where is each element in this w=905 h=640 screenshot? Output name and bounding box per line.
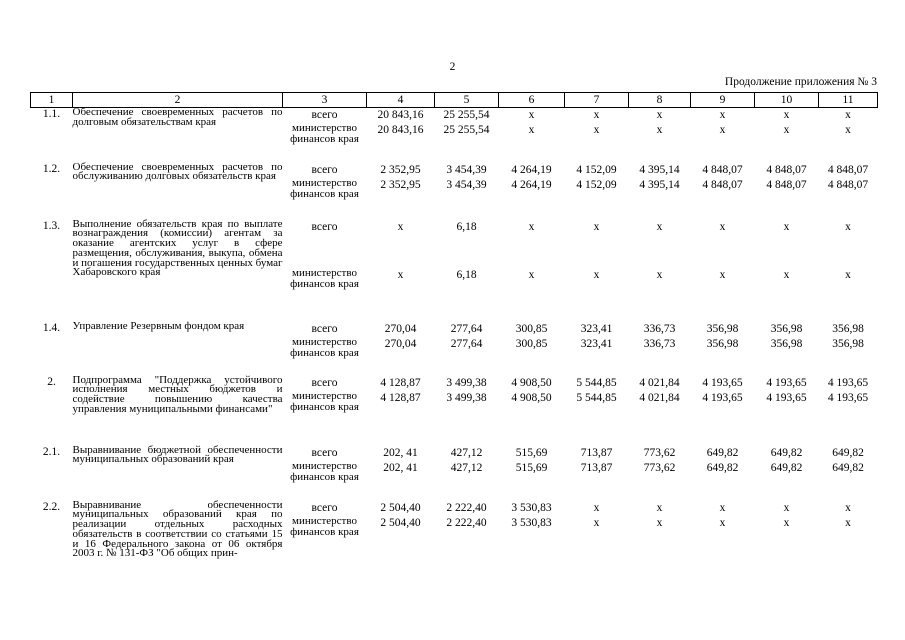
value-total: 4 848,07 [702,163,743,176]
value-total: x [593,220,600,233]
value-cell [565,322,629,376]
value-cell [435,376,499,446]
value-cell [691,220,755,322]
value-ministry: x [397,268,404,281]
value-ministry: 6,18 [456,268,477,281]
value-cell [367,376,435,446]
value-ministry: x [783,268,790,281]
value-cell [435,108,499,163]
value-cell [367,322,435,376]
table-row [31,376,878,446]
value-total: 649,82 [706,446,739,459]
value-ministry: 4 395,14 [639,178,680,191]
value-ministry: 3 530,83 [511,516,552,529]
value-cell [755,108,819,163]
value-total: 4 848,07 [766,163,807,176]
value-cell [755,501,819,596]
value-cell [499,501,565,596]
value-cell [755,446,819,501]
value-cell [819,322,878,376]
value-total: x [719,109,726,121]
value-cell [691,108,755,163]
value-cell [629,220,691,322]
executor-ministry-label: министерство финансов края [290,459,359,483]
value-total: x [528,109,535,121]
value-ministry: 3 454,39 [446,178,487,191]
value-ministry: 713,87 [580,461,613,474]
value-cell [499,446,565,501]
value-total: 25 255,54 [443,109,490,121]
value-ministry: x [845,516,851,529]
value-total: 3 454,39 [446,163,487,176]
value-ministry: 3 499,38 [446,391,487,404]
value-cell [629,501,691,596]
value-total: x [845,501,851,514]
executor-ministry-label: министерство финансов края [290,389,359,413]
page-number: 2 [449,61,456,73]
value-total: 649,82 [770,446,803,459]
value-total: 4 395,14 [639,163,680,176]
value-ministry: x [845,268,851,281]
value-total: 5 544,85 [576,376,617,389]
table-row [31,220,878,322]
value-cell [819,501,878,596]
value-cell [819,163,878,220]
executor-cell [283,108,367,163]
row-number: 1.3. [42,219,61,232]
value-cell [565,446,629,501]
col-header: 9 [691,93,755,108]
value-ministry: 2 504,40 [380,516,421,529]
value-total: 773,62 [643,446,676,459]
executor-cell [283,446,367,501]
row-number: 2. [47,375,56,388]
executor-cell [283,163,367,220]
col-header: 1 [31,93,73,108]
value-total: 270,04 [384,322,417,335]
value-total: 4 152,09 [576,163,617,176]
row-number: 2.1. [42,445,61,458]
value-cell [499,376,565,446]
value-ministry: x [656,516,663,529]
row-name: Выполнение обязательств края по выплате вознаграждения (комиссии) агентам за оказание агентских услуг в сфере размещения, обслуживания, выкупа, обмена и погашения государственных ценных бумаг Хабаровского края [72,217,283,279]
value-ministry: 4 128,87 [380,391,421,404]
col-header: 8 [629,93,691,108]
executor-cell [283,501,367,596]
value-total: 4 128,87 [380,376,421,389]
executor-total-label: всего [311,109,338,121]
executor-total-label: всего [311,220,338,233]
executor-cell [283,322,367,376]
row-name: Подпрограмма "Поддержка устойчивого исполнения местных бюджетов и содействие повышению качества управления муниципальными финансами" [72,373,283,415]
executor-ministry-label: министерство финансов края [290,514,359,538]
executor-ministry-label: министерство финансов края [290,335,359,359]
value-cell [435,446,499,501]
col-header: 2 [73,93,283,108]
value-cell [691,322,755,376]
value-total: 2 222,40 [446,501,487,514]
value-cell [367,220,435,322]
value-ministry: 2 222,40 [446,516,487,529]
value-total: 4 193,65 [702,376,743,389]
value-ministry: 270,04 [384,337,417,350]
value-ministry: x [528,124,535,136]
value-ministry: 4 264,19 [511,178,552,191]
value-total: 300,85 [515,322,548,335]
col-header: 11 [819,93,878,108]
value-ministry: 4 848,07 [766,178,807,191]
row-name: Выравнивание бюджетной обеспеченности муниципальных образований края [72,443,283,466]
value-total: 356,98 [770,322,803,335]
value-cell [629,108,691,163]
value-cell [435,163,499,220]
value-total: x [783,220,790,233]
value-total: 649,82 [832,446,864,459]
value-cell [565,163,629,220]
value-total: 3 499,38 [446,376,487,389]
value-ministry: 649,82 [832,461,864,474]
row-number: 2.2. [42,500,61,513]
value-cell [755,163,819,220]
value-ministry: 649,82 [706,461,739,474]
value-total: x [656,501,663,514]
value-ministry: 356,98 [706,337,739,350]
value-total: 515,69 [515,446,548,459]
row-number: 1.1. [42,108,61,120]
value-total: x [397,220,404,233]
value-cell [565,501,629,596]
value-cell [691,163,755,220]
value-cell [755,220,819,322]
value-ministry: 515,69 [515,461,548,474]
value-total: 4 264,19 [511,163,552,176]
executor-total-label: всего [311,163,338,176]
value-ministry: x [593,124,600,136]
executor-total-label: всего [311,446,338,459]
row-name: Обеспечение своевременных расчетов по долговым обязательствам края [72,106,283,128]
value-cell [755,376,819,446]
value-ministry: 323,41 [580,337,613,350]
value-ministry: x [845,124,851,136]
value-cell [499,108,565,163]
col-header: 10 [755,93,819,108]
value-total: 4 908,50 [511,376,552,389]
value-ministry: x [719,516,726,529]
executor-ministry-label: министерство финансов края [290,122,359,145]
value-cell [819,446,878,501]
value-ministry: x [783,124,790,136]
value-total: x [845,220,851,233]
value-ministry: 336,73 [643,337,676,350]
value-total: 202, 41 [383,446,418,459]
row-number: 1.4. [42,321,61,334]
row-number: 1.2. [42,162,61,175]
value-ministry: 4 021,84 [639,391,680,404]
value-total: 2 504,40 [380,501,421,514]
value-total: 323,41 [580,322,613,335]
value-total: 4 021,84 [639,376,680,389]
value-cell [435,501,499,596]
value-total: 356,98 [832,322,864,335]
value-cell [691,446,755,501]
value-cell [367,108,435,163]
value-cell [629,163,691,220]
value-total: x [528,220,535,233]
value-ministry: x [528,268,535,281]
value-cell [499,322,565,376]
value-total: 336,73 [643,322,676,335]
value-ministry: 649,82 [770,461,803,474]
value-cell [565,376,629,446]
value-total: 4 848,07 [827,163,869,176]
executor-ministry-label: министерство финансов края [290,266,359,290]
value-cell [367,163,435,220]
table-row [31,322,878,376]
executor-cell [283,220,367,322]
value-ministry: 300,85 [515,337,548,350]
value-ministry: x [656,268,663,281]
executor-total-label: всего [311,376,338,389]
value-total: 277,64 [450,322,483,335]
table-row [31,108,878,163]
col-header: 3 [283,93,367,108]
value-cell [691,501,755,596]
program-table [30,92,878,596]
value-cell [367,446,435,501]
table-row [31,446,878,501]
value-total: x [719,220,726,233]
value-cell [565,220,629,322]
value-total: 4 193,65 [766,376,807,389]
value-cell [629,446,691,501]
table-row [31,501,878,596]
value-ministry: 4 193,65 [827,391,869,404]
value-total: x [845,109,851,121]
executor-total-label: всего [311,501,338,514]
value-ministry: 4 193,65 [766,391,807,404]
appendix-caption: Продолжение приложения № 3 [724,76,877,88]
value-total: x [656,220,663,233]
executor-ministry-label: министерство финансов края [290,176,359,200]
col-header: 7 [565,93,629,108]
executor-total-label: всего [311,322,338,335]
row-name: Обеспечение своевременных расчетов по обслуживанию долговых обязательств края [72,160,283,183]
value-cell [435,322,499,376]
row-name: Выравнивание обеспеченности муниципальных образований края по реализации отдельных расходных обязательств в соответствии со статьями 15 и 16 Федерального закона от 06 октября 2003 г. № 131-ФЗ "Об общих прин- [72,498,283,560]
value-ministry: 773,62 [643,461,676,474]
value-total: 356,98 [706,322,739,335]
value-total: 3 530,83 [511,501,552,514]
value-ministry: 25 255,54 [443,124,490,136]
value-total: x [783,109,790,121]
value-cell [499,220,565,322]
row-name: Управление Резервным фондом края [72,319,245,332]
value-ministry: 4 908,50 [511,391,552,404]
value-total: x [593,109,600,121]
value-ministry: 356,98 [770,337,803,350]
table-row [31,163,878,220]
col-header: 5 [435,93,499,108]
value-cell [435,220,499,322]
value-total: 713,87 [580,446,613,459]
value-ministry: 2 352,95 [380,178,421,191]
value-ministry: 202, 41 [383,461,418,474]
value-cell [629,322,691,376]
value-ministry: 4 848,07 [827,178,869,191]
value-ministry: x [719,268,726,281]
value-ministry: x [593,268,600,281]
value-total: x [656,109,663,121]
value-ministry: 427,12 [450,461,483,474]
value-cell [819,376,878,446]
value-ministry: 5 544,85 [576,391,617,404]
value-cell [499,163,565,220]
value-ministry: 277,64 [450,337,483,350]
value-ministry: 4 193,65 [702,391,743,404]
value-total: 20 843,16 [377,109,424,121]
value-total: 427,12 [450,446,483,459]
value-cell [755,322,819,376]
col-header: 6 [499,93,565,108]
value-total: x [719,501,726,514]
value-total: x [593,501,600,514]
value-ministry: x [719,124,726,136]
value-total: x [783,501,790,514]
value-ministry: 4 848,07 [702,178,743,191]
value-ministry: 356,98 [832,337,864,350]
value-cell [367,501,435,596]
value-ministry: x [783,516,790,529]
value-cell [691,376,755,446]
value-cell [819,220,878,322]
value-total: 2 352,95 [380,163,421,176]
col-header: 4 [367,93,435,108]
value-ministry: 4 152,09 [576,178,617,191]
value-ministry: x [656,124,663,136]
value-total: 6,18 [456,220,477,233]
value-cell [629,376,691,446]
value-cell [565,108,629,163]
value-cell [819,108,878,163]
value-ministry: 20 843,16 [377,124,424,136]
executor-cell [283,376,367,446]
value-ministry: x [593,516,600,529]
value-total: 4 193,65 [827,376,869,389]
